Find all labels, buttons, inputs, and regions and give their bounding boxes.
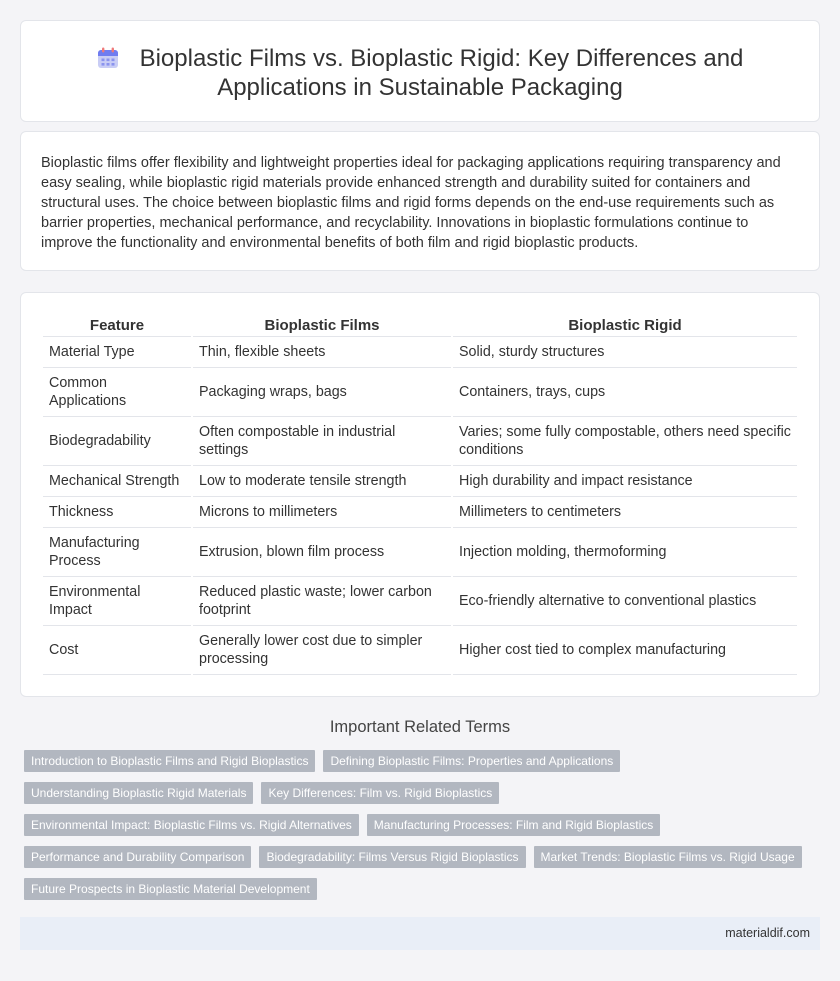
summary-paragraph: Bioplastic films offer flexibility and lightweight properties ideal for packaging applications requiring transparency and easy sealing, while bioplastic rigid materials provide enhanced strength and durability suited for containers and structural uses. The choice between bioplastic films and rigid forms depends on the end-use requirements such as barrier properties, mechanical performance, and recyclability. Innovations in bioplastic formulations continue to improve the functionality and environmental benefits of both film and rigid bioplastic products. bbox=[41, 155, 781, 251]
related-term-tag[interactable]: Future Prospects in Bioplastic Material Development bbox=[24, 878, 317, 900]
title-text-1: Bioplastic Films vs. Bioplastic Rigid: Key Differences and bbox=[139, 45, 744, 72]
rigid-cell: Higher cost tied to complex manufacturing bbox=[453, 626, 797, 675]
rigid-cell: Varies; some fully compostable, others need specific conditions bbox=[453, 417, 797, 466]
table-row bbox=[43, 368, 797, 417]
header-feature: Feature bbox=[43, 315, 191, 337]
title-card bbox=[20, 20, 820, 122]
feature-cell: Biodegradability bbox=[43, 417, 191, 466]
rigid-cell: Containers, trays, cups bbox=[453, 368, 797, 417]
films-cell: Packaging wraps, bags bbox=[193, 368, 451, 417]
comparison-table bbox=[41, 315, 799, 675]
table-row bbox=[43, 417, 797, 466]
calendar-icon bbox=[97, 47, 119, 69]
rigid-cell: Solid, sturdy structures bbox=[453, 337, 797, 368]
related-term-tag[interactable]: Introduction to Bioplastic Films and Rigid Bioplastics bbox=[24, 750, 315, 772]
feature-cell: Manufacturing Process bbox=[43, 528, 191, 577]
feature-cell: Cost bbox=[43, 626, 191, 675]
feature-cell: Thickness bbox=[43, 497, 191, 528]
title-line-1 bbox=[21, 44, 819, 73]
related-term-tag[interactable]: Defining Bioplastic Films: Properties and Applications bbox=[323, 750, 620, 772]
related-term-tag[interactable]: Key Differences: Film vs. Rigid Bioplastics bbox=[261, 782, 499, 804]
page-title bbox=[21, 44, 819, 102]
films-cell: Thin, flexible sheets bbox=[193, 337, 451, 368]
rigid-cell: Millimeters to centimeters bbox=[453, 497, 797, 528]
related-term-tag[interactable]: Performance and Durability Comparison bbox=[24, 846, 251, 868]
table-row bbox=[43, 528, 797, 577]
footer bbox=[20, 917, 820, 950]
films-cell: Reduced plastic waste; lower carbon footprint bbox=[193, 577, 451, 626]
tag-row bbox=[24, 878, 814, 900]
header-bioplastic-films: Bioplastic Films bbox=[193, 315, 451, 337]
films-cell: Microns to millimeters bbox=[193, 497, 451, 528]
tag-row bbox=[24, 814, 814, 836]
related-terms-heading: Important Related Terms bbox=[329, 718, 511, 736]
rigid-cell: Injection molding, thermoforming bbox=[453, 528, 797, 577]
tag-row bbox=[24, 782, 814, 804]
header-bioplastic-rigid: Bioplastic Rigid bbox=[453, 315, 797, 337]
rigid-cell: Eco-friendly alternative to conventional plastics bbox=[453, 577, 797, 626]
summary-card bbox=[20, 131, 820, 271]
table-row bbox=[43, 466, 797, 497]
title-line-2: Applications in Sustainable Packaging bbox=[217, 74, 623, 101]
related-term-tag[interactable]: Environmental Impact: Bioplastic Films vs. Rigid Alternatives bbox=[24, 814, 359, 836]
feature-cell: Material Type bbox=[43, 337, 191, 368]
films-cell: Often compostable in industrial settings bbox=[193, 417, 451, 466]
films-cell: Low to moderate tensile strength bbox=[193, 466, 451, 497]
tag-row bbox=[24, 750, 814, 772]
tag-row bbox=[24, 846, 814, 868]
films-cell: Extrusion, blown film process bbox=[193, 528, 451, 577]
related-term-tag[interactable]: Market Trends: Bioplastic Films vs. Rigid Usage bbox=[534, 846, 802, 868]
related-term-tag[interactable]: Understanding Bioplastic Rigid Materials bbox=[24, 782, 253, 804]
table-row bbox=[43, 626, 797, 675]
table-row bbox=[43, 577, 797, 626]
films-cell: Generally lower cost due to simpler processing bbox=[193, 626, 451, 675]
rigid-cell: High durability and impact resistance bbox=[453, 466, 797, 497]
comparison-table-card bbox=[20, 292, 820, 697]
related-term-tag[interactable]: Manufacturing Processes: Film and Rigid Bioplastics bbox=[367, 814, 660, 836]
feature-cell: Mechanical Strength bbox=[43, 466, 191, 497]
table-row bbox=[43, 497, 797, 528]
footer-site-link[interactable]: materialdif.com bbox=[725, 926, 810, 940]
table-row bbox=[43, 337, 797, 368]
feature-cell: Common Applications bbox=[43, 368, 191, 417]
related-term-tag[interactable]: Biodegradability: Films Versus Rigid Bioplastics bbox=[259, 846, 525, 868]
feature-cell: Environmental Impact bbox=[43, 577, 191, 626]
related-terms-list bbox=[24, 750, 814, 910]
table-header-row bbox=[43, 315, 797, 337]
